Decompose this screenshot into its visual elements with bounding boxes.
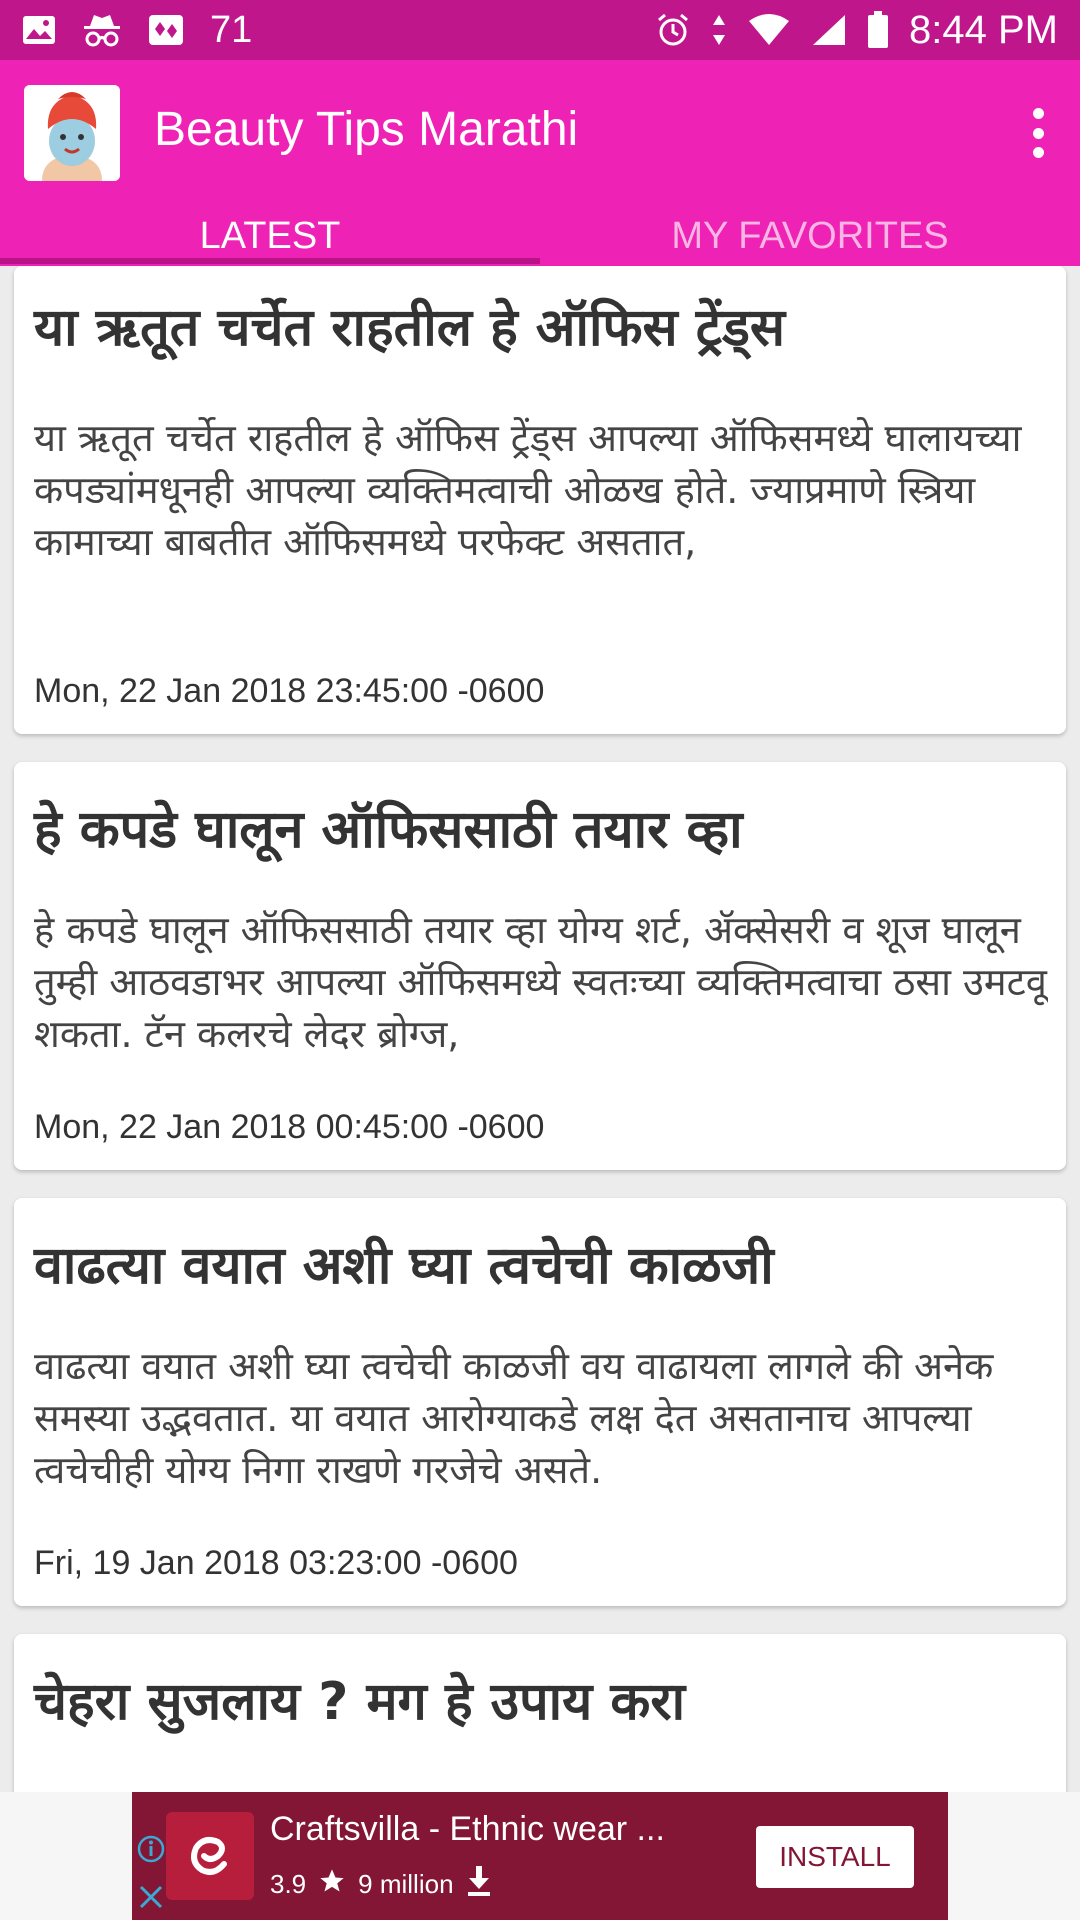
tab-latest[interactable]: LATEST bbox=[199, 214, 341, 257]
face-mask-woman-icon bbox=[24, 85, 120, 181]
wifi-icon bbox=[747, 13, 791, 47]
article-card[interactable] bbox=[14, 762, 1066, 1170]
cards-icon bbox=[148, 14, 184, 46]
article-card[interactable] bbox=[14, 1198, 1066, 1606]
article-card[interactable] bbox=[14, 266, 1066, 734]
ad-meta bbox=[270, 1866, 492, 1903]
data-arrows-icon bbox=[711, 13, 727, 47]
install-button[interactable]: INSTALL bbox=[756, 1826, 914, 1888]
tab-bar bbox=[0, 206, 1080, 266]
article-date: Fri, 19 Jan 2018 03:23:00 -0600 bbox=[34, 1544, 518, 1582]
clock: 8:44 PM bbox=[909, 7, 1058, 52]
article-date: Mon, 22 Jan 2018 00:45:00 -0600 bbox=[34, 1108, 545, 1146]
notification-count: 71 bbox=[210, 8, 253, 51]
adchoices-icon[interactable] bbox=[134, 1832, 168, 1866]
incognito-icon bbox=[82, 12, 122, 48]
image-icon bbox=[22, 15, 56, 45]
craftsvilla-logo-icon bbox=[166, 1812, 254, 1900]
article-date: Mon, 22 Jan 2018 23:45:00 -0600 bbox=[34, 672, 545, 710]
article-title: हे कपडे घालून ऑफिससाठी तयार व्हा bbox=[34, 800, 743, 860]
signal-icon bbox=[811, 13, 847, 47]
close-icon[interactable] bbox=[134, 1880, 168, 1914]
article-description: हे कपडे घालून ऑफिससाठी तयार व्हा योग्य शर्ट, ॲक्सेसरी व शूज घालून तुम्ही आठवडाभर आपल्या ऑफिसमध्ये स्वतःच्या व्यक्तिमत्वाचा ठसा उमटवू शकता. टॅन कलरचे लेदर ब्रोग्ज, bbox=[34, 908, 1047, 1056]
status-bar bbox=[0, 0, 1080, 60]
article-title: चेहरा सुजलाय ? मग हे उपाय करा bbox=[34, 1672, 686, 1732]
ad-rating: 3.9 bbox=[270, 1869, 307, 1899]
ad-installs: 9 million bbox=[358, 1869, 454, 1899]
star-icon bbox=[318, 1867, 346, 1902]
tab-my-favorites[interactable]: MY FAVORITES bbox=[671, 214, 949, 257]
toolbar bbox=[0, 60, 1080, 206]
ad-title: Craftsvilla - Ethnic wear ... bbox=[270, 1810, 665, 1848]
article-description: वाढत्या वयात अशी घ्या त्वचेची काळजी वय वाढायला लागले की अनेक समस्या उद्भवतात. या वयात आरोग्याकडे लक्ष देत असतानाच आपल्या त्वचेचीही योग्य निगा राखणे गरजेचे असते. bbox=[34, 1344, 994, 1492]
article-title: या ऋतूत चर्चेत राहतील हे ऑफिस ट्रेंड्स bbox=[34, 298, 785, 358]
article-description: या ऋतूत चर्चेत राहतील हे ऑफिस ट्रेंड्स आपल्या ऑफिसमध्ये घालायच्या कपड्यांमधूनही आपल्या व्यक्तिमत्वाची ओळख होते. ज्याप्रमाणे स्त्रिया कामाच्या बाबतीत ऑफिसमध्ये परफेक्ट असतात, bbox=[34, 416, 1022, 564]
overflow-menu-icon[interactable] bbox=[1026, 108, 1050, 158]
alarm-icon bbox=[655, 12, 691, 48]
article-card[interactable] bbox=[14, 1634, 1066, 1792]
article-title: वाढत्या वयात अशी घ्या त्वचेची काळजी bbox=[34, 1236, 774, 1296]
battery-icon bbox=[867, 11, 889, 49]
app-title: Beauty Tips Marathi bbox=[154, 103, 579, 156]
app-bar bbox=[0, 60, 1080, 266]
ad-content[interactable] bbox=[132, 1792, 948, 1920]
tab-indicator bbox=[0, 258, 540, 264]
article-feed[interactable] bbox=[0, 266, 1080, 1792]
ad-banner bbox=[0, 1792, 1080, 1920]
download-icon bbox=[466, 1866, 492, 1903]
